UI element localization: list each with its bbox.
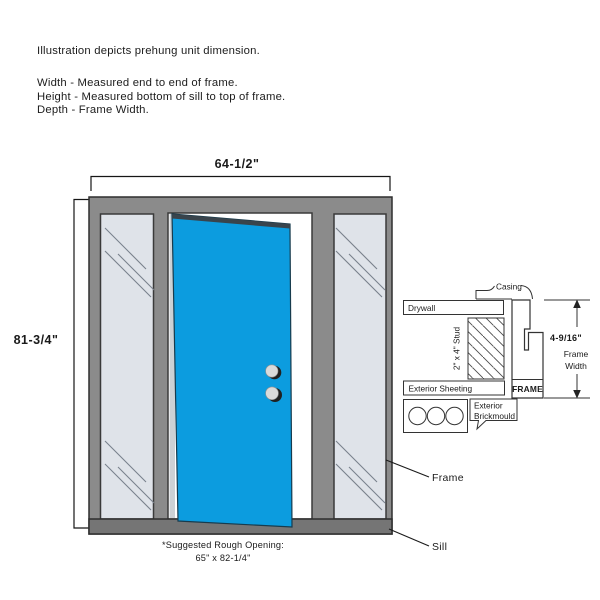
drywall-label: Drywall (408, 303, 436, 313)
height-dimension (14, 200, 90, 529)
width-dimension-bracket (91, 177, 390, 192)
door-unit (89, 197, 392, 534)
width-dimension-value: 64-1/2" (214, 157, 260, 171)
intro-title: Illustration depicts prehung unit dimension. (37, 45, 260, 57)
exterior-sheeting-label: Exterior Sheeting (408, 383, 473, 394)
rough-opening-value: 65" x 82-1/4" (195, 553, 251, 563)
width-dimension (91, 157, 390, 191)
sill-label: Sill (432, 541, 448, 553)
sill-callout (389, 529, 447, 553)
frame-width-dimension (544, 300, 590, 399)
frame-section-label: FRAME (512, 384, 543, 394)
depth-definition: Depth - Frame Width. (37, 104, 149, 116)
casing-label: Casing (496, 281, 522, 292)
stud-label: 2" x 4" Stud (451, 326, 462, 371)
exterior-brickmould-line1: Exterior (474, 400, 503, 411)
exterior-brickmould-line2: Brickmould (474, 411, 516, 421)
sill-leader-line (389, 529, 429, 546)
frame-width-value: 4-9/16" (550, 333, 582, 343)
height-dimension-bracket (74, 200, 90, 529)
frame-width-label-line1: Frame (563, 349, 589, 359)
stud-box (468, 318, 504, 379)
brickmould-box (404, 400, 468, 433)
frame-callout (386, 460, 464, 484)
casing-profile-right (521, 286, 533, 300)
height-dimension-value: 81-3/4" (13, 333, 59, 347)
rough-opening-title: *Suggested Rough Opening: (162, 540, 284, 550)
frame-label: Frame (432, 472, 464, 484)
frame-width-label-line2: Width (565, 361, 587, 371)
left-sidelite-glass (101, 214, 154, 519)
width-definition: Width - Measured end to end of frame. (37, 77, 238, 89)
height-definition: Height - Measured bottom of sill to top of frame. (37, 90, 286, 103)
casing-profile-left (476, 286, 495, 299)
right-sidelite-glass (334, 214, 386, 519)
wall-cross-section (404, 282, 591, 433)
arrow-up-icon (573, 300, 581, 309)
arrow-down-icon (573, 390, 581, 399)
